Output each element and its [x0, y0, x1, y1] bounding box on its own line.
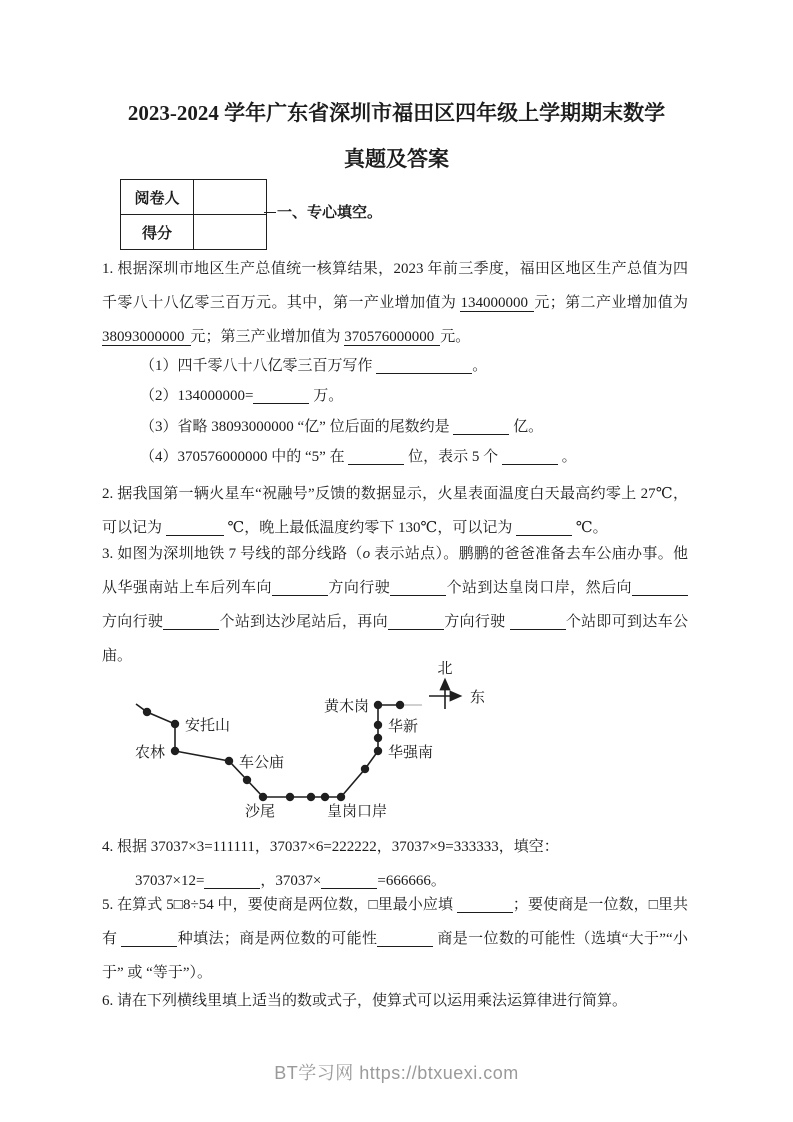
section-heading: 一、专心填空。	[277, 205, 383, 221]
station-dot	[361, 765, 369, 773]
score-table	[120, 179, 267, 250]
text-run: =666666。	[377, 873, 446, 889]
station-label: 皇岗口岸	[326, 804, 388, 820]
question-5	[102, 888, 688, 990]
text-run: 万。	[309, 388, 344, 405]
station-dot	[374, 734, 382, 742]
question-1-subitems	[140, 351, 688, 473]
blank-line	[376, 358, 472, 374]
text-run: ，37037×	[260, 873, 322, 889]
compass-label: 东	[470, 690, 486, 706]
grader-value-cell	[194, 180, 267, 215]
station-label: 华强南	[388, 745, 434, 761]
text-run: （2）134000000=	[140, 388, 254, 405]
text-run: 4. 根据 37037×3=111111，37037×6=222222，37037×9=333333，填空：	[102, 839, 559, 855]
blank-line	[516, 520, 572, 536]
station-label: 农林	[134, 745, 165, 761]
station-dot-黄木岗	[374, 701, 382, 709]
question-6	[102, 984, 688, 1018]
blank-line	[321, 873, 377, 889]
grader-label-cell: 阅卷人	[121, 180, 194, 215]
text-run: 种填法；商是两位数的可能性	[177, 931, 378, 947]
question-1-sub-1	[140, 351, 688, 381]
station-label: 安托山	[185, 718, 231, 734]
station-dot-安托山	[171, 720, 179, 728]
text-run: 表示站点）。鹏鹏的爸爸准备去车公庙办事。他从华强南站上车后列车向	[102, 546, 689, 596]
text-run: 方向行驶	[443, 614, 510, 630]
text-run: 。	[472, 358, 488, 374]
underlined-value: 38093000000	[102, 329, 191, 346]
text-run: 2. 据我国第一辆火星车“祝融号”反馈的数据显示，火星表面温度白天最高约零上 27℃，可以记为	[102, 486, 688, 536]
text-run: ℃，晚上最低温度约零下 130℃，可以记为	[223, 520, 517, 536]
question-1-sub-2	[140, 381, 688, 411]
station-dot	[286, 793, 294, 801]
score-value-cell	[194, 215, 267, 250]
text-run: 个站到达沙尾站后，再向	[219, 614, 388, 630]
text-run: 商是一位数的可能性（选填“大于”“小于” 或 “等于”）。	[102, 931, 688, 981]
text-run: 个站到达皇岗口岸，然后向	[446, 580, 632, 596]
station-dot	[143, 708, 151, 716]
underlined-value: 134000000	[460, 295, 534, 312]
text-run: 元；第三产业增加值为	[190, 329, 345, 345]
blank-line	[166, 520, 224, 536]
blank-line	[502, 449, 558, 465]
text-run: ；要使商是一位数，□里共有	[102, 897, 689, 947]
text-run: 3. 如图为深圳地铁 7 号线的部分线路（	[102, 546, 363, 562]
text-run: 元。	[440, 329, 471, 345]
blank-line	[272, 580, 328, 596]
station-dot-沙尾	[259, 793, 267, 801]
text-run: 位，表示 5 个	[404, 449, 502, 466]
text-run: 亿。	[509, 418, 544, 435]
blank-line	[388, 614, 444, 630]
station-dot	[396, 701, 404, 709]
blank-line	[632, 580, 688, 596]
text-run: （1）四千零八十八亿零三百万写作	[140, 358, 377, 374]
page-title-line2: 真题及答案	[344, 147, 449, 171]
question-1-sub-3	[140, 412, 688, 442]
blank-line	[348, 449, 404, 465]
station-label: 黄木岗	[323, 699, 369, 715]
table-row	[121, 215, 267, 250]
text-run: 个站即可到达车公庙。	[102, 614, 688, 664]
blank-line	[377, 931, 433, 947]
metro-line-diagram	[110, 650, 510, 840]
blank-line	[163, 614, 219, 630]
site-watermark: BT学习网 https://btxuexi.com	[274, 1063, 519, 1083]
blank-line	[253, 388, 309, 404]
text-run: 5. 在算式 5□8÷54 中，要使商是两位数，□里最小应填	[102, 897, 457, 913]
question-1-sub-4	[140, 442, 688, 472]
italic-text: o	[362, 546, 375, 562]
page-title-line1: 2023-2024 学年广东省深圳市福田区四年级上学期期末数学	[127, 101, 666, 125]
table-row	[121, 180, 267, 215]
question-2	[102, 477, 688, 545]
compass-label: 北	[437, 661, 453, 677]
text-run: 1. 根据深圳市地区生产总值统一核算结果，2023 年前三季度，福田区地区生产总值为四千零八十八亿零三百万元。其中，第一产业增加值为	[102, 261, 688, 311]
text-run: （4）370576000000 中的 “5” 在	[140, 449, 349, 466]
station-dot	[307, 793, 315, 801]
question-1	[102, 252, 688, 354]
score-label-cell: 得分	[121, 215, 194, 250]
station-label: 车公庙	[239, 755, 285, 771]
station-label: 沙尾	[244, 804, 276, 820]
blank-line	[390, 580, 446, 596]
blank-line	[457, 897, 513, 913]
text-run: 。	[557, 449, 577, 466]
question-4-line1	[102, 830, 688, 864]
station-dot-车公庙	[225, 757, 233, 765]
text-run: 方向行驶	[327, 580, 391, 596]
blank-line	[453, 419, 509, 435]
station-dot-华强南	[374, 747, 382, 755]
text-run: 元；第二产业增加值为	[533, 295, 688, 311]
station-label: 华新	[388, 719, 419, 735]
text-run: ℃。	[572, 520, 608, 536]
station-dot	[321, 793, 329, 801]
station-dot	[243, 776, 251, 784]
page-title	[0, 90, 793, 182]
text-run: 方向行驶	[102, 614, 164, 630]
blank-line	[510, 614, 566, 630]
underlined-value: 370576000000	[344, 329, 440, 346]
station-dot-皇岗口岸	[337, 793, 345, 801]
station-dot-农林	[171, 747, 179, 755]
blank-line	[121, 931, 177, 947]
blank-line	[204, 873, 260, 889]
text-run: 37037×12=	[135, 873, 205, 889]
text-run: 6. 请在下列横线里填上适当的数或式子，使算式可以运用乘法运算律进行简算。	[102, 993, 628, 1009]
text-run: （3）省略 38093000000 “亿” 位后面的尾数约是	[140, 418, 454, 435]
table-connector-line	[264, 212, 276, 213]
station-dot-华新	[374, 721, 382, 729]
